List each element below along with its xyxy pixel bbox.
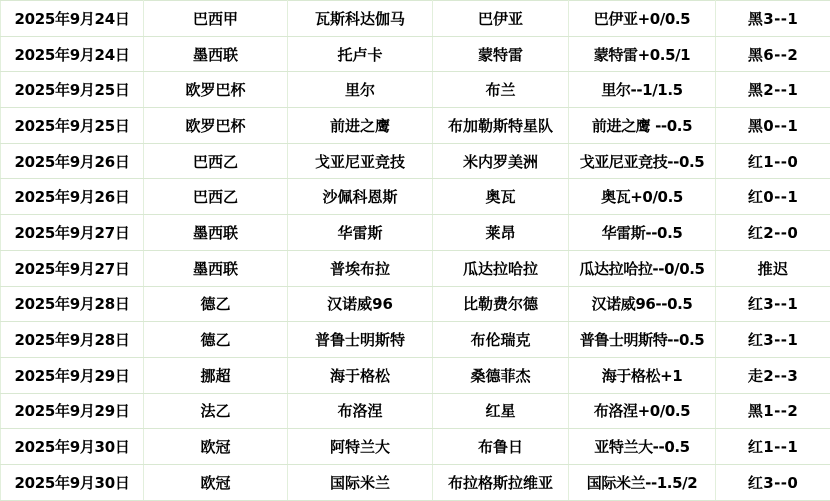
cell-date[interactable]: 2025年9月26日 bbox=[1, 143, 144, 179]
cell-result[interactable]: 走2--3 bbox=[716, 357, 830, 393]
cell-handicap[interactable]: 普鲁士明斯特--0.5 bbox=[569, 322, 716, 358]
table-row bbox=[1, 72, 830, 108]
cell-home[interactable]: 沙佩科恩斯 bbox=[288, 179, 433, 215]
cell-league[interactable]: 墨西联 bbox=[144, 36, 288, 72]
cell-handicap[interactable]: 国际米兰--1.5/2 bbox=[569, 464, 716, 500]
cell-date[interactable]: 2025年9月29日 bbox=[1, 357, 144, 393]
cell-handicap[interactable]: 里尔--1/1.5 bbox=[569, 72, 716, 108]
cell-away[interactable]: 蒙特雷 bbox=[433, 36, 569, 72]
table-row bbox=[1, 286, 830, 322]
cell-result[interactable]: 黑3--1 bbox=[716, 1, 830, 37]
cell-handicap[interactable]: 汉诺威96--0.5 bbox=[569, 286, 716, 322]
cell-away[interactable]: 红星 bbox=[433, 393, 569, 429]
cell-home[interactable]: 普鲁士明斯特 bbox=[288, 322, 433, 358]
cell-away[interactable]: 比勒费尔德 bbox=[433, 286, 569, 322]
cell-league[interactable]: 法乙 bbox=[144, 393, 288, 429]
cell-away[interactable]: 布加勒斯特星队 bbox=[433, 108, 569, 144]
cell-away[interactable]: 桑德菲杰 bbox=[433, 357, 569, 393]
cell-league[interactable]: 欧罗巴杯 bbox=[144, 108, 288, 144]
cell-home[interactable]: 海于格松 bbox=[288, 357, 433, 393]
cell-result[interactable]: 红1--0 bbox=[716, 143, 830, 179]
cell-handicap[interactable]: 蒙特雷+0.5/1 bbox=[569, 36, 716, 72]
cell-date[interactable]: 2025年9月28日 bbox=[1, 322, 144, 358]
cell-result[interactable]: 红3--1 bbox=[716, 322, 830, 358]
cell-date[interactable]: 2025年9月24日 bbox=[1, 1, 144, 37]
table-row bbox=[1, 429, 830, 465]
cell-date[interactable]: 2025年9月28日 bbox=[1, 286, 144, 322]
cell-date[interactable]: 2025年9月30日 bbox=[1, 429, 144, 465]
table-body bbox=[1, 1, 830, 501]
cell-league[interactable]: 欧罗巴杯 bbox=[144, 72, 288, 108]
cell-result[interactable]: 红3--0 bbox=[716, 464, 830, 500]
cell-result[interactable]: 黑6--2 bbox=[716, 36, 830, 72]
cell-league[interactable]: 挪超 bbox=[144, 357, 288, 393]
cell-handicap[interactable]: 海于格松+1 bbox=[569, 357, 716, 393]
table-row bbox=[1, 393, 830, 429]
cell-handicap[interactable]: 戈亚尼亚竞技--0.5 bbox=[569, 143, 716, 179]
cell-handicap[interactable]: 亚特兰大--0.5 bbox=[569, 429, 716, 465]
cell-league[interactable]: 欧冠 bbox=[144, 464, 288, 500]
cell-home[interactable]: 普埃布拉 bbox=[288, 250, 433, 286]
cell-league[interactable]: 墨西联 bbox=[144, 250, 288, 286]
cell-result[interactable]: 红0--1 bbox=[716, 179, 830, 215]
cell-handicap[interactable]: 瓜达拉哈拉--0/0.5 bbox=[569, 250, 716, 286]
cell-home[interactable]: 汉诺威96 bbox=[288, 286, 433, 322]
cell-league[interactable]: 巴西乙 bbox=[144, 143, 288, 179]
cell-league[interactable]: 墨西联 bbox=[144, 215, 288, 251]
table-row bbox=[1, 143, 830, 179]
cell-result[interactable]: 黑1--2 bbox=[716, 393, 830, 429]
table-row bbox=[1, 36, 830, 72]
cell-date[interactable]: 2025年9月26日 bbox=[1, 179, 144, 215]
cell-home[interactable]: 国际米兰 bbox=[288, 464, 433, 500]
table-row bbox=[1, 322, 830, 358]
cell-league[interactable]: 德乙 bbox=[144, 322, 288, 358]
cell-away[interactable]: 瓜达拉哈拉 bbox=[433, 250, 569, 286]
cell-date[interactable]: 2025年9月27日 bbox=[1, 250, 144, 286]
cell-away[interactable]: 米内罗美洲 bbox=[433, 143, 569, 179]
cell-handicap[interactable]: 奥瓦+0/0.5 bbox=[569, 179, 716, 215]
cell-date[interactable]: 2025年9月24日 bbox=[1, 36, 144, 72]
table-row bbox=[1, 1, 830, 37]
cell-league[interactable]: 巴西甲 bbox=[144, 1, 288, 37]
table-row bbox=[1, 250, 830, 286]
cell-league[interactable]: 德乙 bbox=[144, 286, 288, 322]
cell-handicap[interactable]: 巴伊亚+0/0.5 bbox=[569, 1, 716, 37]
cell-handicap[interactable]: 前进之鹰 --0.5 bbox=[569, 108, 716, 144]
cell-result[interactable]: 红1--1 bbox=[716, 429, 830, 465]
table-row bbox=[1, 357, 830, 393]
cell-away[interactable]: 奥瓦 bbox=[433, 179, 569, 215]
cell-home[interactable]: 瓦斯科达伽马 bbox=[288, 1, 433, 37]
cell-home[interactable]: 华雷斯 bbox=[288, 215, 433, 251]
table-row bbox=[1, 179, 830, 215]
cell-handicap[interactable]: 华雷斯--0.5 bbox=[569, 215, 716, 251]
table-row bbox=[1, 108, 830, 144]
cell-result[interactable]: 推迟 bbox=[716, 250, 830, 286]
cell-away[interactable]: 布拉格斯拉维亚 bbox=[433, 464, 569, 500]
cell-date[interactable]: 2025年9月25日 bbox=[1, 108, 144, 144]
cell-handicap[interactable]: 布洛涅+0/0.5 bbox=[569, 393, 716, 429]
cell-away[interactable]: 布兰 bbox=[433, 72, 569, 108]
cell-away[interactable]: 布鲁日 bbox=[433, 429, 569, 465]
cell-home[interactable]: 布洛涅 bbox=[288, 393, 433, 429]
cell-away[interactable]: 莱昂 bbox=[433, 215, 569, 251]
cell-league[interactable]: 巴西乙 bbox=[144, 179, 288, 215]
cell-away[interactable]: 布伦瑞克 bbox=[433, 322, 569, 358]
cell-league[interactable]: 欧冠 bbox=[144, 429, 288, 465]
cell-date[interactable]: 2025年9月29日 bbox=[1, 393, 144, 429]
cell-result[interactable]: 红3--1 bbox=[716, 286, 830, 322]
cell-result[interactable]: 黑2--1 bbox=[716, 72, 830, 108]
cell-date[interactable]: 2025年9月27日 bbox=[1, 215, 144, 251]
cell-home[interactable]: 里尔 bbox=[288, 72, 433, 108]
cell-result[interactable]: 黑0--1 bbox=[716, 108, 830, 144]
table-row bbox=[1, 464, 830, 500]
cell-home[interactable]: 阿特兰大 bbox=[288, 429, 433, 465]
cell-home[interactable]: 戈亚尼亚竞技 bbox=[288, 143, 433, 179]
cell-date[interactable]: 2025年9月30日 bbox=[1, 464, 144, 500]
cell-home[interactable]: 前进之鹰 bbox=[288, 108, 433, 144]
cell-result[interactable]: 红2--0 bbox=[716, 215, 830, 251]
cell-date[interactable]: 2025年9月25日 bbox=[1, 72, 144, 108]
cell-home[interactable]: 托卢卡 bbox=[288, 36, 433, 72]
table-row bbox=[1, 215, 830, 251]
cell-away[interactable]: 巴伊亚 bbox=[433, 1, 569, 37]
